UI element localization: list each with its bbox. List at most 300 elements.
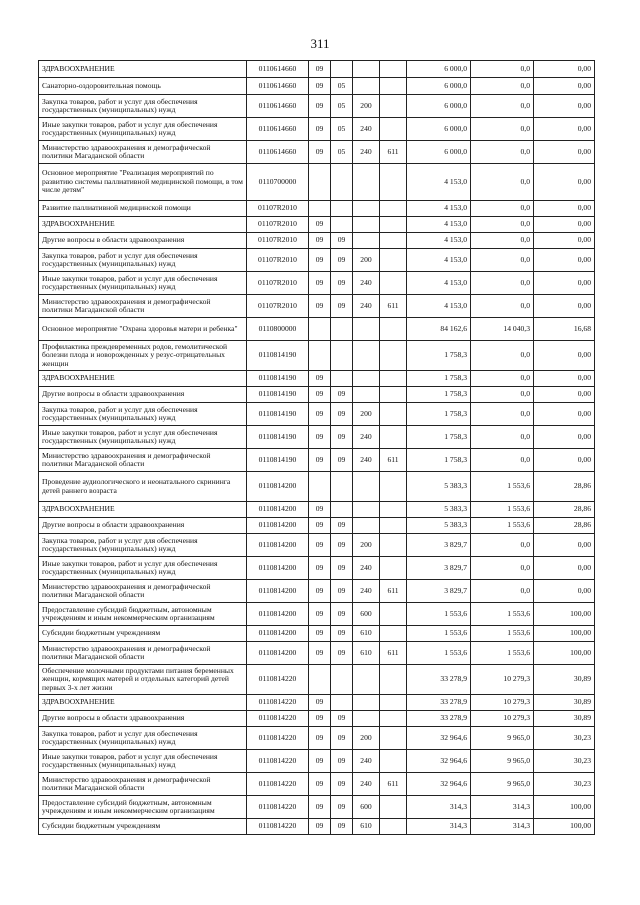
row-section [309,472,331,502]
row-target-code: 0110614660 [247,61,309,78]
row-admin-code [380,95,407,118]
row-plan-amount: 32 964,6 [407,750,471,773]
row-subsection: 09 [331,796,353,819]
row-percent: 100,00 [534,642,595,665]
row-subsection: 05 [331,95,353,118]
row-name: Закупка товаров, работ и услуг для обеспечения государственных (муниципальных) нужд [39,534,247,557]
table-row [39,773,595,796]
row-plan-amount: 3 829,7 [407,580,471,603]
row-section: 09 [309,557,331,580]
row-subsection: 09 [331,387,353,403]
row-name: Закупка товаров, работ и услуг для обеспечения государственных (муниципальных) нужд [39,727,247,750]
row-section: 09 [309,95,331,118]
row-admin-code [380,403,407,426]
row-admin-code [380,796,407,819]
row-actual-amount: 0,0 [471,557,534,580]
row-actual-amount: 0,0 [471,426,534,449]
row-percent: 30,23 [534,773,595,796]
row-actual-amount: 0,0 [471,61,534,78]
page-number: 311 [310,36,330,51]
row-percent: 30,23 [534,750,595,773]
row-name: Министерство здравоохранения и демографической политики Магаданской области [39,295,247,318]
row-actual-amount: 0,0 [471,201,534,217]
row-section: 09 [309,371,331,387]
row-plan-amount: 1 758,3 [407,426,471,449]
row-subsection: 09 [331,295,353,318]
row-percent: 0,00 [534,233,595,249]
row-subsection [331,318,353,341]
row-plan-amount: 6 000,0 [407,118,471,141]
row-plan-amount: 32 964,6 [407,773,471,796]
row-percent: 16,68 [534,318,595,341]
row-admin-code [380,695,407,711]
row-actual-amount: 1 553,6 [471,518,534,534]
row-expense-type [353,518,380,534]
row-subsection [331,695,353,711]
row-admin-code [380,711,407,727]
row-admin-code [380,61,407,78]
row-name: Основное мероприятие "Реализация мероприятий по развитию системы паллиативной медицинской помощи, в том числе детям" [39,164,247,201]
row-admin-code [380,272,407,295]
row-admin-code [380,387,407,403]
row-name: Другие вопросы в области здравоохранения [39,233,247,249]
row-actual-amount: 0,0 [471,118,534,141]
table-row [39,426,595,449]
row-subsection: 09 [331,819,353,835]
row-expense-type: 240 [353,141,380,164]
row-actual-amount: 0,0 [471,341,534,371]
row-plan-amount: 1 553,6 [407,642,471,665]
row-target-code: 0110814200 [247,603,309,626]
row-expense-type [353,695,380,711]
row-actual-amount: 0,0 [471,78,534,95]
table-row [39,626,595,642]
row-percent: 30,89 [534,711,595,727]
row-actual-amount: 10 279,3 [471,695,534,711]
row-percent: 0,00 [534,61,595,78]
row-percent: 0,00 [534,449,595,472]
table-row [39,695,595,711]
table-row [39,164,595,201]
row-expense-type [353,78,380,95]
table-row [39,295,595,318]
table-row [39,318,595,341]
row-target-code: 0110614660 [247,78,309,95]
row-actual-amount: 0,0 [471,449,534,472]
row-admin-code [380,819,407,835]
row-name: Предоставление субсидий бюджетным, автономным учреждениям и иным некоммерческим организациям [39,796,247,819]
table-row [39,118,595,141]
row-target-code: 0110800000 [247,318,309,341]
row-target-code: 0110814220 [247,819,309,835]
row-target-code: 0110814220 [247,773,309,796]
row-target-code: 0110814200 [247,472,309,502]
row-section: 09 [309,642,331,665]
row-subsection: 09 [331,626,353,642]
row-target-code: 0110814190 [247,403,309,426]
row-target-code: 0110614660 [247,118,309,141]
row-percent: 100,00 [534,796,595,819]
row-subsection: 05 [331,141,353,164]
row-admin-code [380,217,407,233]
row-subsection: 09 [331,534,353,557]
table-row [39,534,595,557]
row-percent: 100,00 [534,603,595,626]
row-expense-type: 200 [353,95,380,118]
row-actual-amount: 1 553,6 [471,626,534,642]
row-actual-amount: 0,0 [471,272,534,295]
row-name: Министерство здравоохранения и демографической политики Магаданской области [39,773,247,796]
row-plan-amount: 1 553,6 [407,626,471,642]
row-subsection [331,665,353,695]
row-percent: 0,00 [534,580,595,603]
row-plan-amount: 1 553,6 [407,603,471,626]
row-subsection: 09 [331,426,353,449]
row-percent: 0,00 [534,403,595,426]
row-percent: 0,00 [534,249,595,272]
row-name: Развитие паллиативной медицинской помощи [39,201,247,217]
row-plan-amount: 5 383,3 [407,518,471,534]
row-admin-code [380,118,407,141]
row-name: Профилактика преждевременных родов, гемолитической болезни плода и новорожденных у резус-отрицательных женщин [39,341,247,371]
row-name: Проведение аудиологического и неонатального скрининга детей раннего возраста [39,472,247,502]
row-actual-amount: 0,0 [471,371,534,387]
row-admin-code: 611 [380,449,407,472]
table-row [39,371,595,387]
row-subsection: 09 [331,750,353,773]
row-admin-code [380,164,407,201]
row-admin-code [380,665,407,695]
row-percent: 28,86 [534,518,595,534]
row-admin-code [380,502,407,518]
row-subsection: 09 [331,727,353,750]
row-target-code: 0110814220 [247,695,309,711]
row-plan-amount: 6 000,0 [407,95,471,118]
row-actual-amount: 9 965,0 [471,727,534,750]
row-percent: 28,86 [534,502,595,518]
row-section [309,665,331,695]
row-target-code: 0110814200 [247,626,309,642]
row-expense-type: 240 [353,773,380,796]
row-actual-amount: 314,3 [471,796,534,819]
row-section: 09 [309,217,331,233]
row-actual-amount: 1 553,6 [471,642,534,665]
row-actual-amount: 0,0 [471,95,534,118]
row-target-code: 0110614660 [247,95,309,118]
row-name: Закупка товаров, работ и услуг для обеспечения государственных (муниципальных) нужд [39,95,247,118]
row-percent: 0,00 [534,164,595,201]
row-target-code: 0110814200 [247,502,309,518]
row-section: 09 [309,534,331,557]
row-percent: 0,00 [534,95,595,118]
row-section [309,164,331,201]
row-target-code: 01107R2010 [247,249,309,272]
row-expense-type [353,665,380,695]
row-name: Другие вопросы в области здравоохранения [39,711,247,727]
row-name: Другие вопросы в области здравоохранения [39,518,247,534]
row-subsection: 09 [331,403,353,426]
row-percent: 0,00 [534,217,595,233]
row-admin-code [380,318,407,341]
row-plan-amount: 1 758,3 [407,449,471,472]
row-name: ЗДРАВООХРАНЕНИЕ [39,695,247,711]
row-plan-amount: 4 153,0 [407,217,471,233]
row-admin-code: 611 [380,773,407,796]
row-percent: 0,00 [534,118,595,141]
row-section: 09 [309,449,331,472]
row-plan-amount: 4 153,0 [407,201,471,217]
row-expense-type [353,233,380,249]
row-target-code: 01107R2010 [247,217,309,233]
row-actual-amount: 0,0 [471,233,534,249]
row-plan-amount: 314,3 [407,796,471,819]
row-expense-type: 610 [353,819,380,835]
row-name: Закупка товаров, работ и услуг для обеспечения государственных (муниципальных) нужд [39,249,247,272]
row-admin-code: 611 [380,141,407,164]
row-percent: 0,00 [534,387,595,403]
row-target-code: 0110814220 [247,727,309,750]
row-name: Иные закупки товаров, работ и услуг для обеспечения государственных (муниципальных) нужд [39,750,247,773]
row-expense-type: 240 [353,557,380,580]
table-row [39,472,595,502]
row-percent: 0,00 [534,141,595,164]
row-section: 09 [309,78,331,95]
row-subsection: 09 [331,580,353,603]
row-name: ЗДРАВООХРАНЕНИЕ [39,217,247,233]
row-admin-code [380,750,407,773]
row-name: ЗДРАВООХРАНЕНИЕ [39,502,247,518]
row-actual-amount: 0,0 [471,164,534,201]
row-expense-type [353,371,380,387]
row-subsection [331,341,353,371]
row-percent: 0,00 [534,295,595,318]
row-plan-amount: 33 278,9 [407,695,471,711]
row-admin-code [380,518,407,534]
row-percent: 0,00 [534,426,595,449]
row-percent: 0,00 [534,371,595,387]
row-name: Иные закупки товаров, работ и услуг для обеспечения государственных (муниципальных) нужд [39,426,247,449]
row-plan-amount: 6 000,0 [407,78,471,95]
row-actual-amount: 314,3 [471,819,534,835]
table-row [39,449,595,472]
table-row [39,403,595,426]
table-row [39,61,595,78]
table-row [39,557,595,580]
row-plan-amount: 1 758,3 [407,403,471,426]
row-target-code: 0110814220 [247,750,309,773]
row-target-code: 01107R2010 [247,272,309,295]
row-subsection: 09 [331,449,353,472]
table-row [39,78,595,95]
row-expense-type: 240 [353,449,380,472]
table-body [39,61,595,835]
row-expense-type [353,217,380,233]
row-admin-code: 611 [380,295,407,318]
row-plan-amount: 32 964,6 [407,727,471,750]
row-name: Другие вопросы в области здравоохранения [39,387,247,403]
row-percent: 0,00 [534,272,595,295]
row-section: 09 [309,626,331,642]
row-admin-code [380,472,407,502]
row-subsection [331,502,353,518]
row-section: 09 [309,502,331,518]
row-expense-type: 200 [353,534,380,557]
table-row [39,141,595,164]
row-actual-amount: 9 965,0 [471,773,534,796]
row-subsection: 09 [331,557,353,580]
row-target-code: 0110814220 [247,796,309,819]
row-target-code: 0110814190 [247,426,309,449]
row-subsection [331,217,353,233]
row-target-code: 0110700000 [247,164,309,201]
row-target-code: 0110614660 [247,141,309,164]
row-expense-type [353,387,380,403]
row-section: 09 [309,233,331,249]
row-admin-code [380,78,407,95]
row-plan-amount: 5 383,3 [407,502,471,518]
row-target-code: 0110814200 [247,557,309,580]
row-expense-type [353,711,380,727]
row-admin-code: 611 [380,642,407,665]
row-subsection [331,61,353,78]
row-plan-amount: 84 162,6 [407,318,471,341]
row-admin-code [380,341,407,371]
row-section: 09 [309,249,331,272]
row-actual-amount: 0,0 [471,387,534,403]
row-section: 09 [309,711,331,727]
row-actual-amount: 0,0 [471,580,534,603]
row-expense-type: 240 [353,272,380,295]
row-expense-type: 240 [353,580,380,603]
row-actual-amount: 0,0 [471,295,534,318]
row-name: Иные закупки товаров, работ и услуг для обеспечения государственных (муниципальных) нужд [39,118,247,141]
row-target-code: 0110814200 [247,580,309,603]
row-section: 09 [309,773,331,796]
row-name: Санаторно-оздоровительная помощь [39,78,247,95]
row-expense-type: 240 [353,295,380,318]
row-name: ЗДРАВООХРАНЕНИЕ [39,371,247,387]
row-percent: 28,86 [534,472,595,502]
row-name: Основное мероприятие "Охрана здоровья матери и ребенка" [39,318,247,341]
row-admin-code: 611 [380,580,407,603]
row-plan-amount: 1 758,3 [407,341,471,371]
row-admin-code [380,626,407,642]
row-expense-type: 200 [353,727,380,750]
row-actual-amount: 10 279,3 [471,665,534,695]
row-target-code: 0110814200 [247,642,309,665]
row-section: 09 [309,141,331,164]
row-subsection [331,472,353,502]
row-expense-type [353,502,380,518]
table-row [39,603,595,626]
row-percent: 100,00 [534,626,595,642]
row-section: 09 [309,387,331,403]
row-name: Министерство здравоохранения и демографической политики Магаданской области [39,449,247,472]
row-plan-amount: 33 278,9 [407,665,471,695]
row-subsection [331,164,353,201]
table-row [39,727,595,750]
row-actual-amount: 10 279,3 [471,711,534,727]
row-section: 09 [309,819,331,835]
row-expense-type: 200 [353,403,380,426]
row-section: 09 [309,796,331,819]
row-target-code: 01107R2010 [247,233,309,249]
table-row [39,272,595,295]
row-plan-amount: 3 829,7 [407,534,471,557]
table-row [39,642,595,665]
table-row [39,387,595,403]
row-actual-amount: 0,0 [471,403,534,426]
row-actual-amount: 14 040,3 [471,318,534,341]
table-row [39,502,595,518]
row-target-code: 0110814190 [247,341,309,371]
row-expense-type: 600 [353,603,380,626]
row-admin-code [380,603,407,626]
row-percent: 30,23 [534,727,595,750]
row-section: 09 [309,750,331,773]
row-percent: 0,00 [534,341,595,371]
row-plan-amount: 4 153,0 [407,164,471,201]
row-subsection: 09 [331,711,353,727]
row-subsection: 09 [331,642,353,665]
row-expense-type: 240 [353,750,380,773]
row-name: Субсидии бюджетным учреждениям [39,626,247,642]
table-row [39,750,595,773]
row-expense-type: 610 [353,626,380,642]
row-expense-type [353,472,380,502]
row-percent: 30,89 [534,665,595,695]
row-plan-amount: 3 829,7 [407,557,471,580]
row-expense-type [353,201,380,217]
row-expense-type [353,61,380,78]
row-admin-code [380,557,407,580]
row-admin-code [380,727,407,750]
row-expense-type: 240 [353,426,380,449]
row-actual-amount: 9 965,0 [471,750,534,773]
row-plan-amount: 1 758,3 [407,371,471,387]
row-section [309,341,331,371]
row-name: Министерство здравоохранения и демографической политики Магаданской области [39,642,247,665]
row-target-code: 0110814190 [247,371,309,387]
row-actual-amount: 0,0 [471,217,534,233]
row-percent: 0,00 [534,557,595,580]
row-name: Предоставление субсидий бюджетным, автономным учреждениям и иным некоммерческим организациям [39,603,247,626]
row-subsection: 09 [331,233,353,249]
row-target-code: 01107R2010 [247,295,309,318]
row-plan-amount: 4 153,0 [407,233,471,249]
row-admin-code [380,426,407,449]
table-row [39,819,595,835]
row-percent: 0,00 [534,78,595,95]
row-target-code: 0110814220 [247,711,309,727]
row-plan-amount: 314,3 [407,819,471,835]
row-subsection: 05 [331,118,353,141]
row-expense-type [353,341,380,371]
table-row [39,249,595,272]
row-section: 09 [309,426,331,449]
row-name: Иные закупки товаров, работ и услуг для обеспечения государственных (муниципальных) нужд [39,557,247,580]
row-percent: 30,89 [534,695,595,711]
row-section: 09 [309,727,331,750]
row-name: Иные закупки товаров, работ и услуг для обеспечения государственных (муниципальных) нужд [39,272,247,295]
row-admin-code [380,534,407,557]
row-section: 09 [309,603,331,626]
row-admin-code [380,233,407,249]
row-section: 09 [309,61,331,78]
row-expense-type: 610 [353,642,380,665]
row-section: 09 [309,295,331,318]
table-row [39,796,595,819]
